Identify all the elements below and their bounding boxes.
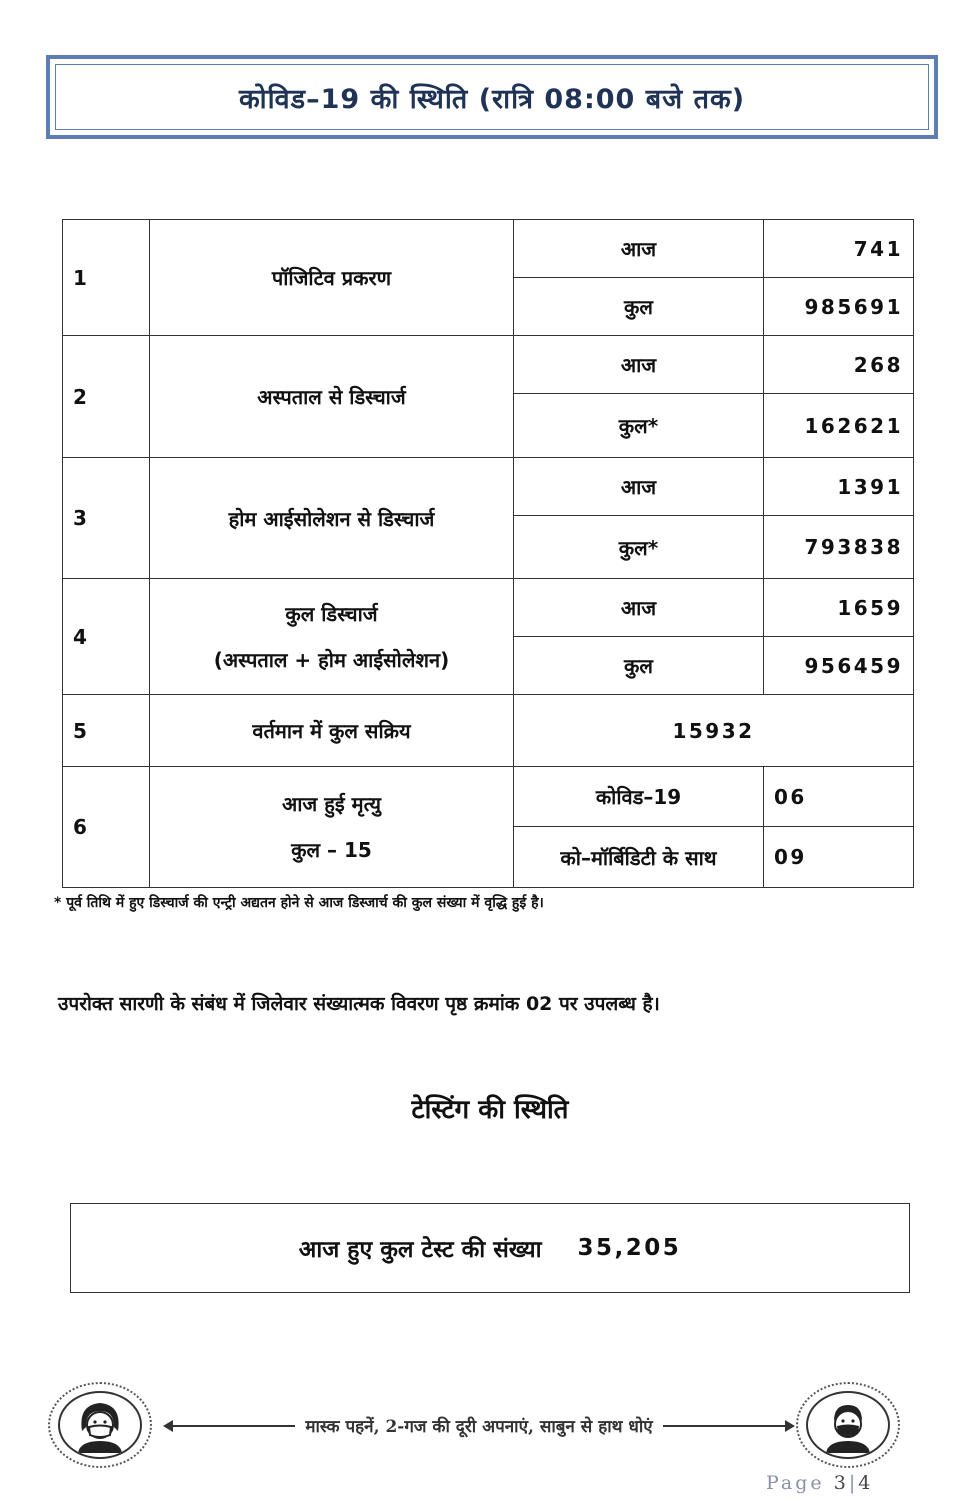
left-arrow-icon — [165, 1425, 295, 1427]
row-number: 5 — [63, 695, 150, 767]
row-category — [150, 579, 514, 695]
table-row — [63, 458, 914, 516]
row-category-line: कुल – 15 — [291, 838, 372, 862]
sub-label: कुल — [514, 278, 764, 336]
page-label: Page — [766, 1472, 825, 1494]
row-number: 2 — [63, 336, 150, 458]
sub-value: 06 — [764, 767, 914, 827]
sub-value: 09 — [764, 827, 914, 888]
row-number: 3 — [63, 458, 150, 579]
page-current: 3 — [833, 1472, 849, 1494]
sub-value: 1391 — [764, 458, 914, 516]
table-row — [63, 579, 914, 637]
covid-status-table — [62, 219, 914, 888]
sub-value: 985691 — [764, 278, 914, 336]
right-arrow-icon — [663, 1425, 793, 1427]
sub-label: आज — [514, 220, 764, 278]
row-category: वर्तमान में कुल सक्रिय — [150, 695, 514, 767]
slogan-text: मास्क पहनें, 2-गज की दूरी अपनाएं, साबुन से हाथ धोएं — [305, 1417, 653, 1437]
testing-value: 35,205 — [577, 1235, 682, 1261]
testing-heading: टेस्टिंग की स्थिति — [411, 1095, 569, 1125]
testing-box — [70, 1203, 910, 1293]
sub-value: 741 — [764, 220, 914, 278]
row-category-line: कुल डिस्चार्ज — [285, 601, 378, 626]
table-row — [63, 336, 914, 394]
table-row — [63, 220, 914, 278]
row-category-line: (अस्पताल + होम आईसोलेशन) — [213, 647, 450, 672]
page-number — [766, 1472, 873, 1494]
masked-man-icon — [796, 1382, 900, 1468]
row-category: होम आईसोलेशन से डिस्चार्ज — [150, 458, 514, 579]
sub-value: 268 — [764, 336, 914, 394]
testing-label: आज हुए कुल टेस्ट की संख्या — [298, 1237, 542, 1263]
sub-label: कुल — [514, 637, 764, 695]
row-number: 6 — [63, 767, 150, 888]
sub-value: 162621 — [764, 394, 914, 458]
sub-label: कुल* — [514, 516, 764, 579]
page-separator: | — [848, 1472, 859, 1494]
masked-woman-icon — [48, 1382, 152, 1468]
page-total: 4 — [858, 1472, 874, 1494]
sub-label: कुल* — [514, 394, 764, 458]
sub-value: 956459 — [764, 637, 914, 695]
row-number: 4 — [63, 579, 150, 695]
footnote: * पूर्व तिथि में हुए डिस्चार्ज की एन्ट्री अद्यतन होने से आज डिस्जार्च की कुल संख्या में वृद्धि हुई है। — [54, 895, 544, 911]
sub-value: 793838 — [764, 516, 914, 579]
footer-slogan — [165, 1414, 793, 1437]
row-category: अस्पताल से डिस्चार्ज — [150, 336, 514, 458]
row-value: 15932 — [514, 695, 914, 767]
sub-value: 1659 — [764, 579, 914, 637]
table-row — [63, 695, 914, 767]
sub-label: कोविड–19 — [514, 767, 764, 827]
sub-label: आज — [514, 579, 764, 637]
row-category — [150, 767, 514, 888]
row-category: पॉजिटिव प्रकरण — [150, 220, 514, 336]
title-banner — [46, 55, 938, 139]
reference-note: उपरोक्त सारणी के संबंध में जिलेवार संख्यात्मक विवरण पृष्ठ क्रमांक 02 पर उपलब्ध है। — [58, 993, 660, 1015]
sub-label: आज — [514, 336, 764, 394]
table-row — [63, 767, 914, 827]
row-number: 1 — [63, 220, 150, 336]
page-title: कोविड–19 की स्थिति (रात्रि 08:00 बजे तक) — [55, 64, 929, 130]
row-category-line: आज हुई मृत्यु — [281, 792, 381, 816]
sub-label: को–मॉर्बिडिटी के साथ — [514, 827, 764, 888]
sub-label: आज — [514, 458, 764, 516]
